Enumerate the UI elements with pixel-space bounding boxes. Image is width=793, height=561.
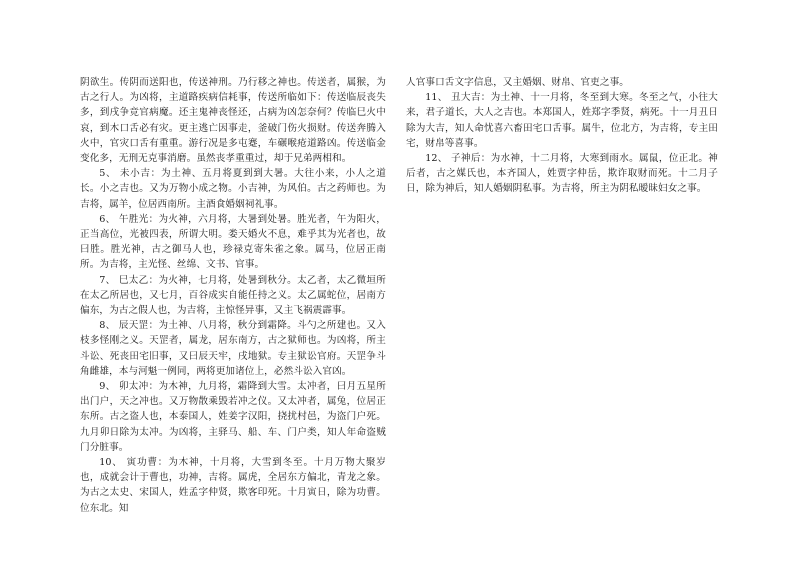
- paragraph-p-5: 5、 未小吉：为土神、五月将夏到到大暑。大往小来，小人之道长。小之吉也。又为万物小成之物。小吉神，为风伯。古之药师也。为吉将，属羊，位居西南所。主酒食婚姻祠礼事。: [80, 168, 386, 210]
- paragraph-p-7: 7、 巳太乙：为火神，七月将，处暑到秋分。太乙者，太乙微垣所在太乙所居也，又七月，百谷成实自能任持之义。太乙属蛇位，居南方偏东，为古之假人也，为吉将，主惊怪异事，又主飞祸震霹事。: [80, 274, 386, 317]
- paragraph-p-9: 9、 卯太冲：为木神，九月将，霜降到大雪。太冲者，曰月五星所出门户，天之冲也。又万物散乘毁若冲之仪。又太冲者，属兔，位居正东所。古之盗人也，本泰国人，姓姜字汉阳，挠扰村邑，为盗门户死。九月卯日除为太冲。为凶将，主驿马、船、车、门户类，知人年命盗贼门分脏事。: [80, 381, 386, 453]
- paragraph-p-8: 8、 辰天罡：为土神、八月将，秋分到霜降。斗勺之所建也。又入枝多怪刚之义。天罡者，属龙，居东南方，古之狱师也。为凶将，所主斗讼、死丧田宅旧事，又曰辰天牢，戌地狱。专主狱讼官府。天罡争斗角雌雄，本与河魁一例同，两将更加诸位上，必然斗讼入官凶。: [80, 320, 386, 377]
- paragraph-p-10: 10、 寅功曹：为木神，十月将，大雪到冬至。十月万物大聚岁也，成就会计于曹也，功神，吉将。属虎，全居东方偏北，青龙之象。为古之太史、宋国人，姓孟字仲贤，欺客印死。十月寅日，除为功曹。位东北。知: [80, 457, 386, 514]
- left-text-column: [80, 75, 386, 516]
- paragraph-p-12: 12、 子神后：为水神，十二月将，大寒到雨水。属鼠，位正北。神后者，古之媒氏也，本齐国人，姓贾字仲岳，欺诈取财而死。十二月子日，除为神后，知人婚姻阴私事。为吉将，所主为阴私暧昧妇女之事。: [406, 153, 718, 195]
- paragraph-p-10-cont: 人官事口舌文字信息，又主婚姻、财帛、官吏之事。: [406, 77, 629, 88]
- paragraph-p-6: 6、 午胜光：为火神，六月将，大暑到处暑。胜光者，午为阳火，正当高位，光被四表，所谓大明。娄天婚火不息，难乎其为光者也，故曰胜。胜光神，古之御马人也，珍禄克寄朱雀之象。属马，位居正南所。为吉将，主光怪、丝绵、文书、官事。: [80, 213, 386, 271]
- paragraph-p-11: 11、 丑大吉：为土神、十一月将，冬至到大寒。冬至之气，小往大来，君子道长，大人之吉也。本郑国人，姓郑字季贤，病死。十一月丑日除为大吉，知人命忧喜六畜田宅口舌事。属牛，位北方，为吉将，专主田宅，财帛等喜事。: [406, 92, 718, 149]
- paragraph-p-cont-3: 阴欲生。传阴而送阳也，传送神刑。乃行移之神也。传送者，属猴，为古之行人。为凶将，主道路疾病信耗事，传送所临如下：传送临辰丧失多，到戌争竞官病魔。还主鬼神丧怪还，占病为凶怎奈何？传临巳火中哀，到木口舌必有灾。更主逃亡因事走，釜破门伤火损财。传送奔腾入火中，官灾口舌有重重。游行况是多屯蹇，车碾喉疮道路凶。传送临金变化多，无刑无克事消磨。虽然丧孝重重过，却于兄弟两相和。: [80, 77, 386, 165]
- right-text-column: [406, 75, 718, 197]
